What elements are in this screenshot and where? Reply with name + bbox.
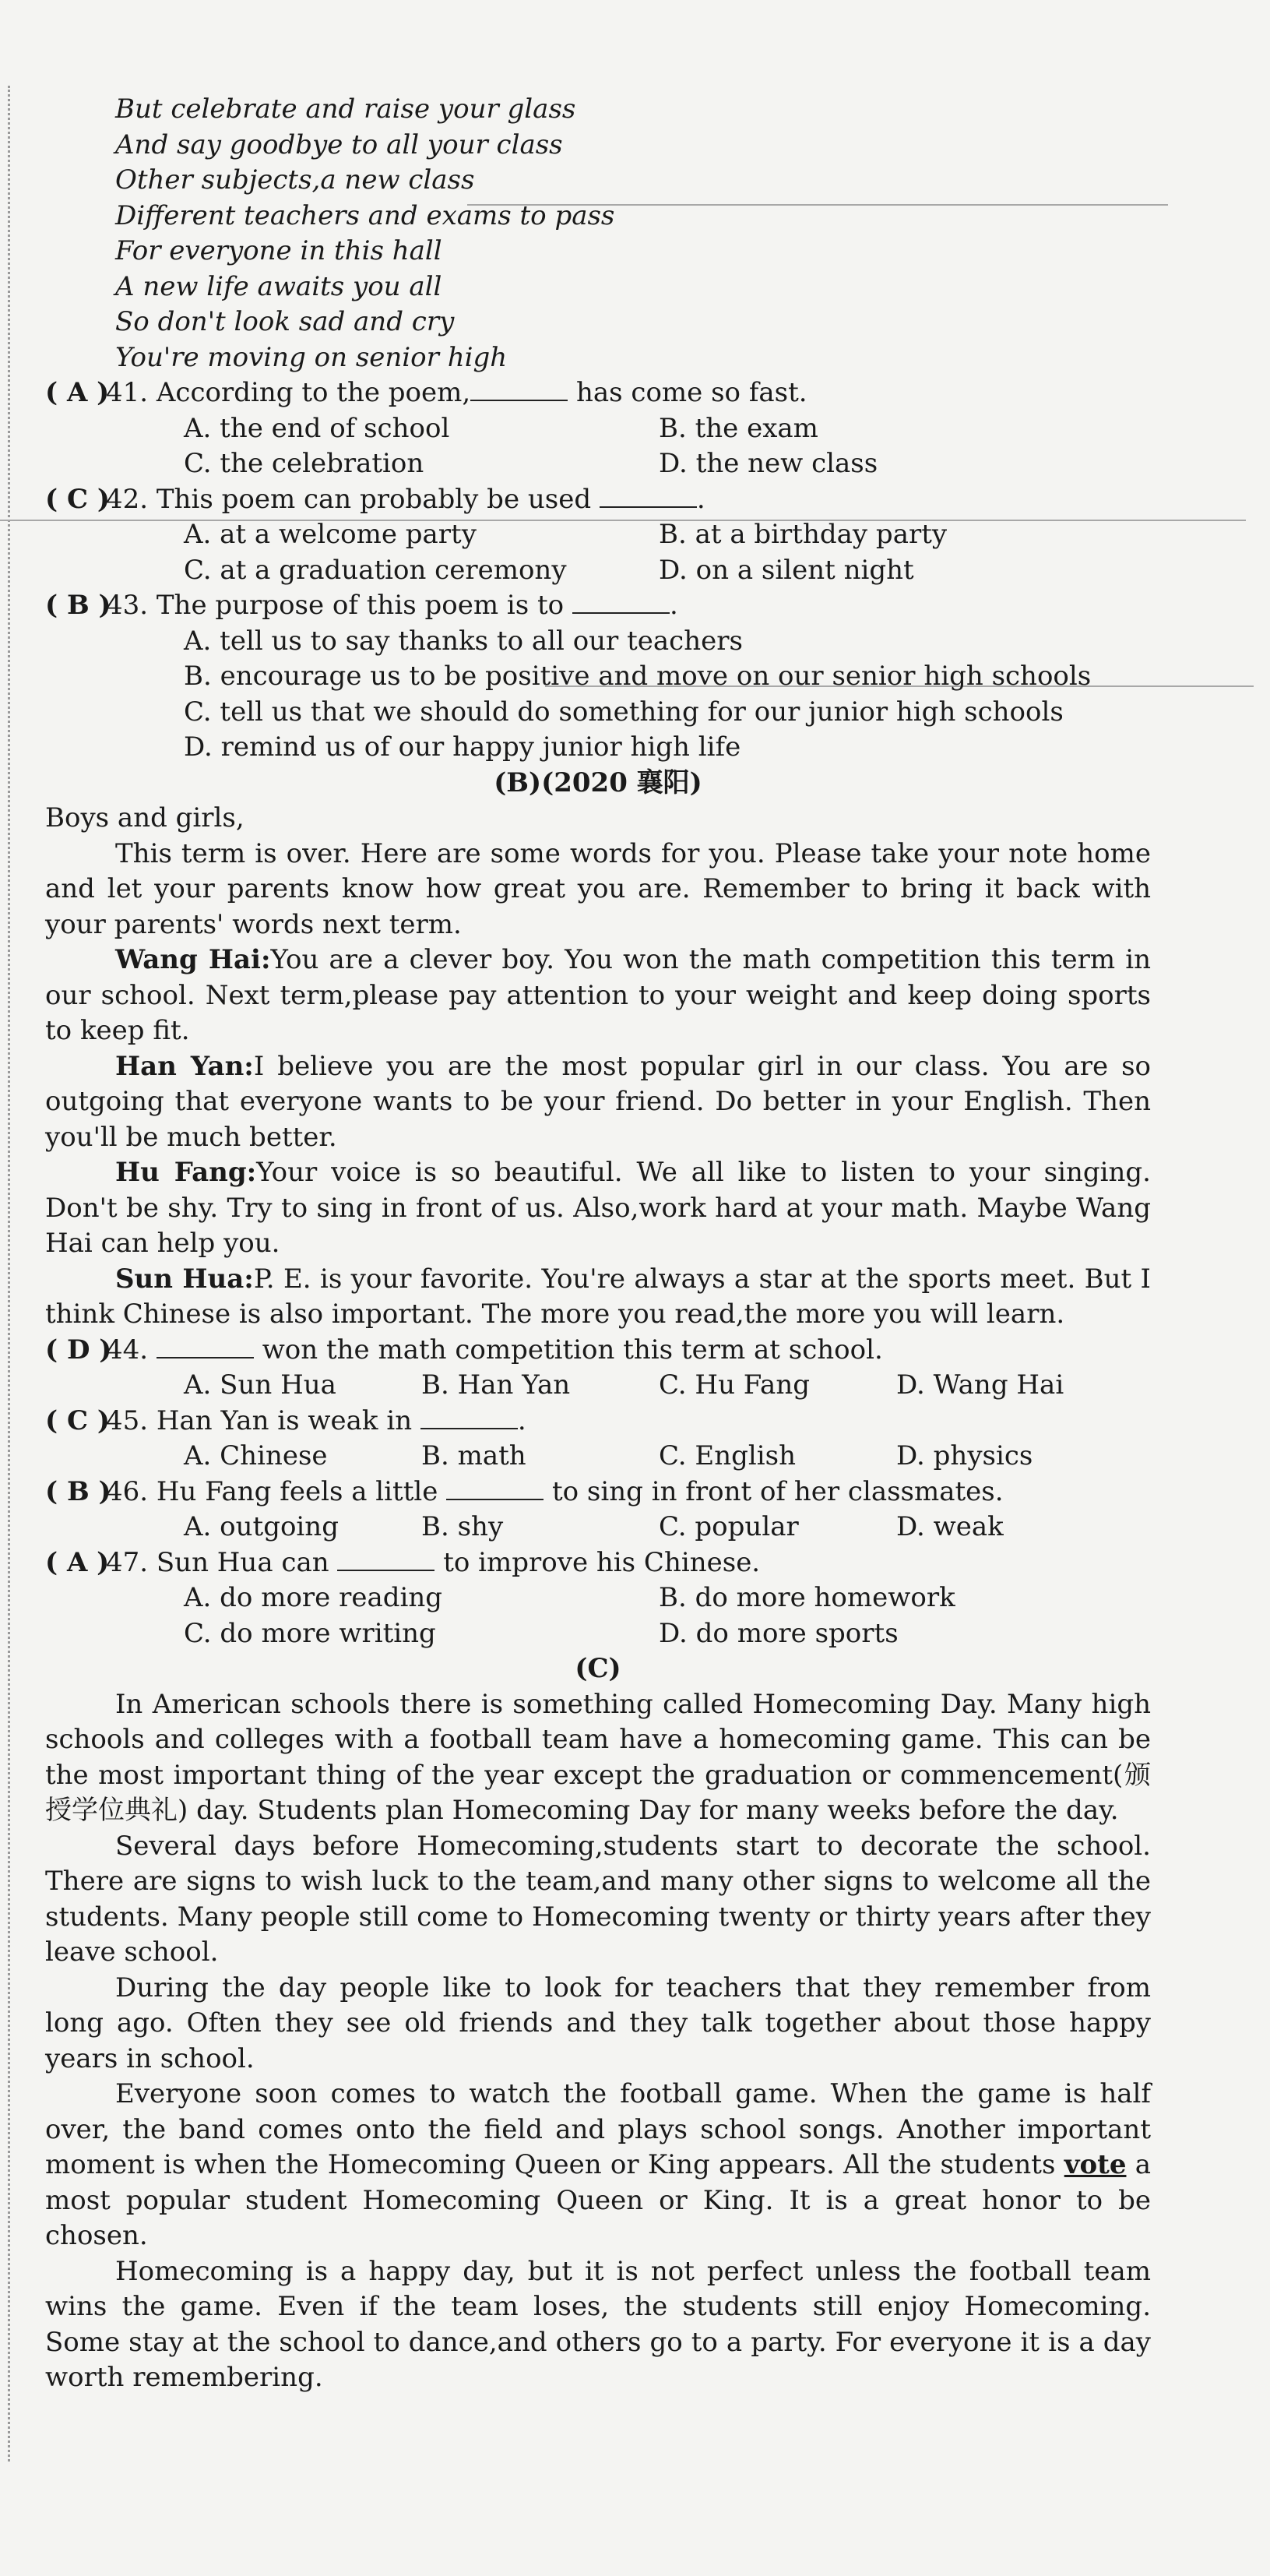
passage-c-paragraph-2: Several days before Homecoming,students start to decorate the school. There are signs to wish luck to the team,and many other signs to welcome all the students. Many people still come to Homecoming twenty or thirty years after they leave school. — [45, 1830, 1151, 1968]
question-stem: 45. Han Yan is weak in — [106, 1404, 420, 1436]
answer-mark: ( B ) — [45, 590, 111, 621]
question-stem-end: . — [696, 483, 705, 515]
option: D. do more sports — [659, 1617, 899, 1649]
note-name: Sun Hua: — [115, 1263, 254, 1295]
option: C. tell us that we should do something for our junior high schools — [184, 696, 1064, 728]
answer-blank — [600, 483, 697, 508]
poem-line: A new life awaits you all — [115, 270, 442, 302]
note-name: Han Yan: — [115, 1050, 254, 1082]
option: B. encourage us to be positive and move on our senior high schools — [184, 661, 1092, 692]
question-46 — [45, 1475, 1151, 1510]
passage-c-paragraph-4 — [45, 2077, 1151, 2254]
option: B. shy — [421, 1511, 504, 1542]
question-47 — [45, 1545, 1151, 1581]
poem-line: For everyone in this hall — [115, 235, 442, 266]
options-42 — [184, 517, 1151, 588]
question-stem-end: won the math competition this term at school. — [253, 1334, 883, 1366]
option: C. English — [659, 1440, 796, 1471]
note-text: You are a clever boy. You won the math competition this term in our school. Next term,please pay attention to your weight and keep doing sports to keep fit. — [45, 944, 1151, 1046]
page-content — [45, 92, 1151, 2396]
option: B. Han Yan — [421, 1369, 571, 1401]
poem-line: Other subjects,a new class — [115, 164, 475, 196]
poem-line: But celebrate and raise your glass — [115, 93, 576, 125]
note-text: P. E. is your favorite. You're always a star at the sports meet. But I think Chinese is also important. The more you read,the more you will learn. — [45, 1263, 1151, 1330]
answer-mark: ( A ) — [45, 377, 110, 408]
option: D. weak — [896, 1511, 1004, 1542]
options-41 — [184, 411, 1151, 482]
option: A. outgoing — [184, 1511, 339, 1542]
question-stem-end: to improve his Chinese. — [434, 1546, 761, 1578]
letter-greeting: Boys and girls, — [45, 802, 245, 833]
letter-intro: This term is over. Here are some words for you. Please take your note home and let your parents know how great you are. Remember to bring it back with your parents' words next term. — [45, 837, 1151, 940]
options-46 — [184, 1510, 1151, 1545]
option: D. remind us of our happy junior high life — [184, 731, 741, 763]
passage-c-paragraph-1: In American schools there is something called Homecoming Day. Many high schools and colleges with a football team have a homecoming game. This can be the most important thing of the year except the graduation or commencement(颁授学位典礼) day. Students plan Homecoming Day for many weeks before the day. — [45, 1688, 1151, 1826]
poem-line: You're moving on senior high — [115, 341, 508, 373]
answer-blank — [337, 1546, 434, 1571]
answer-mark: ( B ) — [45, 1475, 111, 1507]
option: B. the exam — [659, 412, 818, 444]
question-stem-end: . — [669, 590, 678, 621]
question-stem-end: to sing in front of her classmates. — [544, 1475, 1004, 1507]
answer-mark: ( D ) — [45, 1334, 112, 1366]
option: D. physics — [896, 1440, 1033, 1471]
passage-c-paragraph-5: Homecoming is a happy day, but it is not perfect unless the football team wins the game. Even if the team loses, the students still enjoy Homecoming. Some stay at the school to dance,and others go to a party. For everyone it is a day worth remembering. — [45, 2255, 1151, 2393]
option: C. popular — [659, 1511, 799, 1542]
question-stem-end: has come so fast. — [568, 377, 807, 408]
section-c-heading: (C) — [575, 1653, 621, 1684]
passage-c-paragraph-3: During the day people like to look for teachers that they remember from long ago. Often they see old friends and they talk together about those happy years in school. — [45, 1972, 1151, 2074]
option: A. at a welcome party — [184, 519, 477, 550]
poem-line: Different teachers and exams to pass — [115, 199, 615, 231]
note-wang-hai — [45, 943, 1151, 1049]
note-name: Hu Fang: — [115, 1157, 257, 1188]
note-hu-fang — [45, 1155, 1151, 1262]
option: C. at a graduation ceremony — [184, 554, 567, 586]
note-text: I believe you are the most popular girl in our class. You are so outgoing that everyone wants to be your friend. Do better in your English. Then you'll be much better. — [45, 1050, 1151, 1153]
question-45 — [45, 1404, 1151, 1440]
poem-line: And say goodbye to all your class — [115, 129, 563, 160]
note-han-yan — [45, 1049, 1151, 1156]
section-b-heading: (B)(2020 襄阳) — [494, 766, 702, 798]
option: A. Chinese — [184, 1440, 328, 1471]
question-stem: 41. According to the poem, — [106, 377, 471, 408]
question-stem: 42. This poem can probably be used — [106, 483, 600, 515]
question-44 — [45, 1333, 1151, 1369]
option: A. do more reading — [184, 1582, 443, 1613]
option: B. do more homework — [659, 1582, 955, 1613]
poem — [115, 92, 1151, 375]
paragraph-text: Everyone soon comes to watch the football game. When the game is half over, the band comes onto the field and plays school songs. Another important moment is when the Homecoming Queen or King appears. All the students — [45, 2078, 1151, 2180]
question-41 — [45, 375, 1151, 411]
note-name: Wang Hai: — [115, 944, 271, 975]
answer-blank — [157, 1334, 254, 1358]
answer-mark: ( C ) — [45, 483, 110, 515]
option: A. the end of school — [184, 412, 450, 444]
question-stem: 46. Hu Fang feels a little — [106, 1475, 447, 1507]
option: D. on a silent night — [659, 554, 914, 586]
answer-blank — [446, 1475, 544, 1500]
underlined-word-vote: vote — [1064, 2149, 1127, 2180]
question-stem: 43. The purpose of this poem is to — [106, 590, 572, 621]
question-stem: 47. Sun Hua can — [106, 1546, 338, 1578]
option: A. tell us to say thanks to all our teachers — [184, 625, 743, 657]
option: C. Hu Fang — [659, 1369, 810, 1401]
option: C. do more writing — [184, 1617, 436, 1649]
option: D. Wang Hai — [896, 1369, 1064, 1401]
options-47 — [184, 1580, 1151, 1651]
binding-margin-line — [8, 86, 10, 2461]
option: B. at a birthday party — [659, 519, 948, 550]
question-stem: 44. — [106, 1334, 157, 1366]
note-sun-hua — [45, 1262, 1151, 1333]
paragraph-text: a most popular student Homecoming Queen or King. It is a great honor to be chosen. — [45, 2149, 1151, 2251]
option: A. Sun Hua — [184, 1369, 336, 1401]
poem-line: So don't look sad and cry — [115, 306, 455, 337]
option: B. math — [421, 1440, 526, 1471]
options-44 — [184, 1368, 1151, 1404]
answer-mark: ( C ) — [45, 1404, 110, 1436]
answer-blank — [420, 1404, 518, 1429]
question-43 — [45, 588, 1151, 624]
question-stem-end: . — [517, 1404, 526, 1436]
question-42 — [45, 482, 1151, 518]
option: C. the celebration — [184, 448, 424, 479]
note-text: Your voice is so beautiful. We all like to listen to your singing. Don't be shy. Try to sing in front of us. Also,work hard at your math. Maybe Wang Hai can help you. — [45, 1157, 1151, 1259]
options-43 — [184, 624, 1151, 766]
options-45 — [184, 1439, 1151, 1475]
answer-mark: ( A ) — [45, 1546, 110, 1578]
option: D. the new class — [659, 448, 878, 479]
answer-blank — [470, 376, 568, 401]
answer-blank — [572, 589, 670, 614]
